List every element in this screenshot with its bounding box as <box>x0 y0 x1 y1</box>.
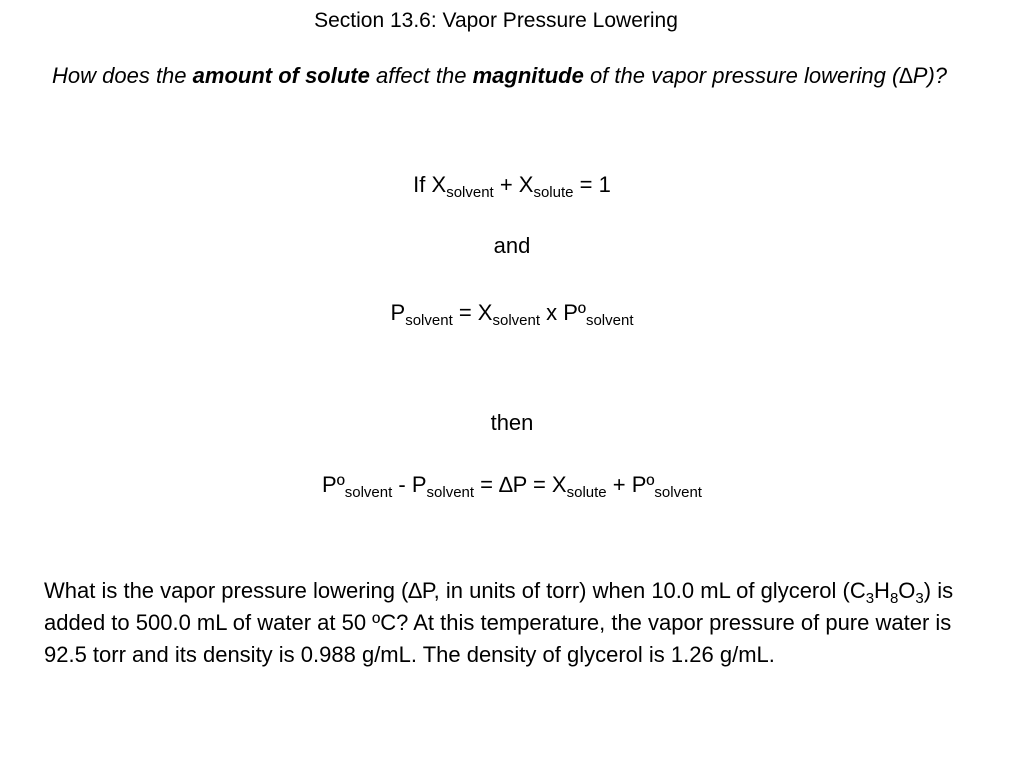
equation-term: + X <box>493 172 534 197</box>
equation-raoults-law <box>0 298 1024 328</box>
question-emphasis: magnitude <box>472 63 584 88</box>
formula-subscript: 8 <box>889 590 899 607</box>
formula-subscript: 3 <box>865 590 875 607</box>
equation-mole-fraction-sum <box>0 170 1024 200</box>
problem-statement <box>44 575 984 671</box>
equation-term: - P <box>392 472 427 497</box>
formula-element: O <box>898 578 916 603</box>
question-emphasis: amount of solute <box>192 63 370 88</box>
equation-term: = ∆P = X <box>474 472 567 497</box>
equation-subscript: solvent <box>426 484 475 501</box>
problem-text: What is the vapor pressure lowering (∆P, in units of torr) when 10.0 mL of glycerol (C <box>44 578 866 603</box>
formula-element: H <box>874 578 890 603</box>
equation-subscript: solvent <box>344 484 393 501</box>
equation-subscript: solvent <box>446 184 494 201</box>
equation-term: x Pº <box>540 300 586 325</box>
and-label: and <box>493 233 531 258</box>
equation-subscript: solute <box>566 484 607 501</box>
equation-term: + Pº <box>606 472 655 497</box>
then-label: then <box>490 410 534 435</box>
equation-term: If X <box>413 172 447 197</box>
question-part: affect the <box>369 63 473 88</box>
slide-title: Section 13.6: Vapor Pressure Lowering <box>314 9 678 32</box>
equation-term: = 1 <box>573 172 611 197</box>
equation-subscript: solvent <box>585 312 634 329</box>
equation-term: P <box>390 300 406 325</box>
question-text <box>52 60 972 91</box>
question-part: of the vapor pressure lowering (∆P)? <box>583 63 948 88</box>
equation-subscript: solvent <box>654 484 702 501</box>
problem-text: ) is added to 500.0 mL of water at 50 ºC? At this temperature, the vapor pressure of pure water is 92.5 torr and its density is 0.988 g/mL. The density of glycerol is 1.26 g/mL. <box>44 578 954 667</box>
formula-subscript: 3 <box>915 590 924 607</box>
equation-term: Pº <box>322 472 345 497</box>
equation-term: = X <box>452 300 493 325</box>
equation-subscript: solute <box>533 184 574 201</box>
equation-subscript: solvent <box>492 312 541 329</box>
equation-vapor-pressure-lowering <box>0 470 1024 500</box>
equation-subscript: solvent <box>405 312 453 329</box>
question-part: How does the <box>52 63 193 88</box>
